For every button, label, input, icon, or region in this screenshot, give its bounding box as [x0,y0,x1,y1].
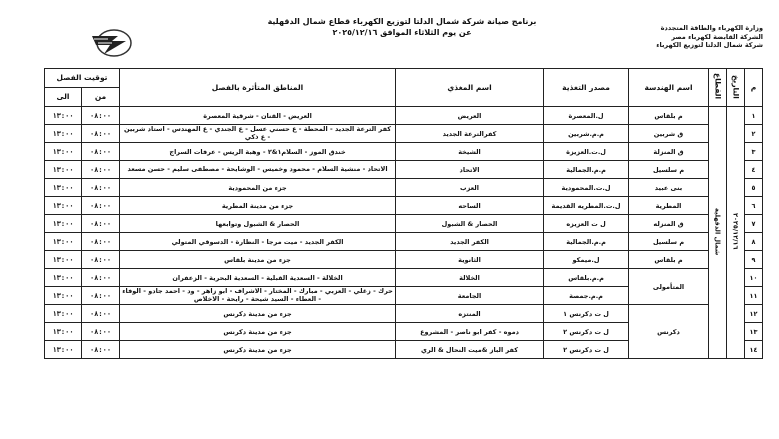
areas-cell: الحصار & الشبول وتوابعها [120,215,396,233]
row-num: ٦ [745,197,763,215]
areas-cell: خندق الموز - السلام١&٢ - وهبة الريس - عرفات السراج [120,143,396,161]
row-num: ١٢ [745,305,763,323]
source-cell: ل ت العزيزه [544,215,629,233]
areas-cell: الكفر الجديد - ميت مرجا - النظارة - الدسوقي المتولي [120,233,396,251]
engineering-cell: م سلسيل [629,161,709,179]
col-header-time: توقيت الفصل [45,69,120,88]
to-cell: ١٣:٠٠ [45,287,82,305]
document-title [228,16,576,38]
feeder-cell: الخلالة [396,269,544,287]
feeder-cell: الثانوية [396,251,544,269]
areas-cell: الاتحاد - منشية السلام - محمود وخميس - الوشايحة - مصطفى سليم - حسن مسعد [120,161,396,179]
from-cell: ٠٨:٠٠ [82,143,120,161]
source-cell: ل.ت.المطريه القديمة [544,197,629,215]
feeder-cell: الشيخة [396,143,544,161]
source-cell: ل.ت.العزيزة [544,143,629,161]
org-line: وزارة الكهرباء والطاقة المتجددة [660,24,763,32]
engineering-cell: بنى عبيد [629,179,709,197]
to-cell: ١٣:٠٠ [45,233,82,251]
feeder-cell: الكفر الجديد [396,233,544,251]
from-cell: ٠٨:٠٠ [82,107,120,125]
row-num: ١ [745,107,763,125]
engineering-cell: ق المنزله [629,215,709,233]
feeder-cell: المنتزه [396,305,544,323]
source-cell: ل ت دكرنس ١ [544,305,629,323]
areas-cell: جزء من مدينة دكرنس [120,323,396,341]
to-cell: ١٣:٠٠ [45,197,82,215]
col-header-feeder: اسم المغذي [396,69,544,107]
engineering-cell: م بلقاس [629,107,709,125]
col-header-sector: القطاع [709,69,727,107]
source-cell: ل ت دكرنس ٢ [544,323,629,341]
source-cell: م.م.شربين [544,125,629,143]
from-cell: ٠٨:٠٠ [82,197,120,215]
areas-cell: جزء من مدينة بلقاس [120,251,396,269]
to-cell: ١٣:٠٠ [45,251,82,269]
from-cell: ٠٨:٠٠ [82,341,120,359]
col-header-date: التاريخ [727,69,745,107]
row-num: ٩ [745,251,763,269]
areas-cell: حرك - زغلي - العزبي - مبارك - المختار - الاشراف - ابو زاهر - ود - احمد جادو - الوفاء - العطاء - السيد شيحة - رايحة - الاخلاص [120,287,396,305]
col-header-num: م [745,69,763,107]
to-cell: ١٣:٠٠ [45,269,82,287]
row-num: ٣ [745,143,763,161]
from-cell: ٠٨:٠٠ [82,305,120,323]
to-cell: ١٣:٠٠ [45,179,82,197]
row-num: ٥ [745,179,763,197]
table-row [45,233,763,251]
org-line: الشركة القابضة لكهرباء مصر [671,32,763,41]
org-line: شركة شمال الدلتا لتوزيع الكهرباء [656,41,763,49]
table-row [45,251,763,269]
source-cell: ل.المعصرة [544,107,629,125]
engineering-cell: م بلقاس [629,251,709,269]
from-cell: ٠٨:٠٠ [82,287,120,305]
sector-cell: شمال الدقهلية [709,107,727,359]
to-cell: ١٣:٠٠ [45,107,82,125]
col-header-engineering: اسم الهندسة [629,69,709,107]
table-row [45,269,763,287]
source-cell: م.م.جمصة [544,287,629,305]
source-cell: ل ت دكرنس ٢ [544,341,629,359]
table-row [45,161,763,179]
to-cell: ١٣:٠٠ [45,323,82,341]
row-num: ١٤ [745,341,763,359]
table-row [45,179,763,197]
to-cell: ١٣:٠٠ [45,305,82,323]
table-row [45,305,763,323]
table-row [45,107,763,125]
feeder-cell: العزب [396,179,544,197]
source-cell: ل.ميمكو [544,251,629,269]
engineering-cell: المطرية [629,197,709,215]
from-cell: ٠٨:٠٠ [82,251,120,269]
areas-cell: جزء من مدينة دكرنس [120,305,396,323]
engineering-cell: دكرنس [629,305,709,359]
to-cell: ١٣:٠٠ [45,125,82,143]
areas-cell: جزء من المحمودية [120,179,396,197]
row-num: ١١ [745,287,763,305]
areas-cell: جزء من مدينة المطرية [120,197,396,215]
source-cell: م.م.الجمالية [544,233,629,251]
from-cell: ٠٨:٠٠ [82,233,120,251]
areas-cell: العريض - القنان - شرقية المعصرة [120,107,396,125]
engineering-cell: ق المنزلة [629,143,709,161]
to-cell: ١٣:٠٠ [45,341,82,359]
feeder-cell: العريض [396,107,544,125]
from-cell: ٠٨:٠٠ [82,215,120,233]
from-cell: ٠٨:٠٠ [82,179,120,197]
to-cell: ١٣:٠٠ [45,143,82,161]
date-cell: ٢٠٢٥/١٢/١٦ [727,107,745,359]
col-header-source: مصدر التغذية [544,69,629,107]
row-num: ١٣ [745,323,763,341]
areas-cell: جزء من مدينة دكرنس [120,341,396,359]
col-header-from: من [82,88,120,107]
from-cell: ٠٨:٠٠ [82,125,120,143]
maintenance-schedule-table [44,68,763,359]
engineering-cell: ق شربين [629,125,709,143]
row-num: ٢ [745,125,763,143]
from-cell: ٠٨:٠٠ [82,269,120,287]
company-logo [88,26,134,60]
feeder-cell: الجامعة [396,287,544,305]
row-num: ٤ [745,161,763,179]
areas-cell: الخلالة - السعدية القبلية - السعدية البحرية - الزعفران [120,269,396,287]
table-row [45,125,763,143]
title-line: عن يوم الثلاثاء الموافق ٢٠٢٥/١٢/١٦ [332,28,472,37]
source-cell: م.م.الجمالية [544,161,629,179]
title-line: برنامج صيانة شركة شمال الدلتا لتوزيع الكهرباء قطاع شمال الدقهلية [267,17,537,26]
feeder-cell: دموه - كفر ابو ناصر - المشروع [396,323,544,341]
to-cell: ١٣:٠٠ [45,161,82,179]
source-cell: م.م.بلقاس [544,269,629,287]
engineering-cell: المتأمولى [629,269,709,305]
organization-header [623,24,763,50]
row-num: ١٠ [745,269,763,287]
feeder-cell: كفرالترعة الجديد [396,125,544,143]
table-row [45,197,763,215]
source-cell: ل.ت.المحمودية [544,179,629,197]
areas-cell: كفر الترعة الجديد - المحطة - ع حسني عسل - ع الجندي - ع المهندس - استاد شربين - ع ذكي [120,125,396,143]
feeder-cell: الحصار & الشبول [396,215,544,233]
row-num: ٨ [745,233,763,251]
to-cell: ١٣:٠٠ [45,215,82,233]
from-cell: ٠٨:٠٠ [82,161,120,179]
feeder-cell: الاتحاد [396,161,544,179]
feeder-cell: الساحه [396,197,544,215]
from-cell: ٠٨:٠٠ [82,323,120,341]
col-header-areas: المناطق المتأثرة بالفصل [120,69,396,107]
feeder-cell: كفر الباز &ميت النحال & الري [396,341,544,359]
col-header-to: الى [45,88,82,107]
table-row [45,215,763,233]
table-row [45,143,763,161]
engineering-cell: م سلسيل [629,233,709,251]
row-num: ٧ [745,215,763,233]
